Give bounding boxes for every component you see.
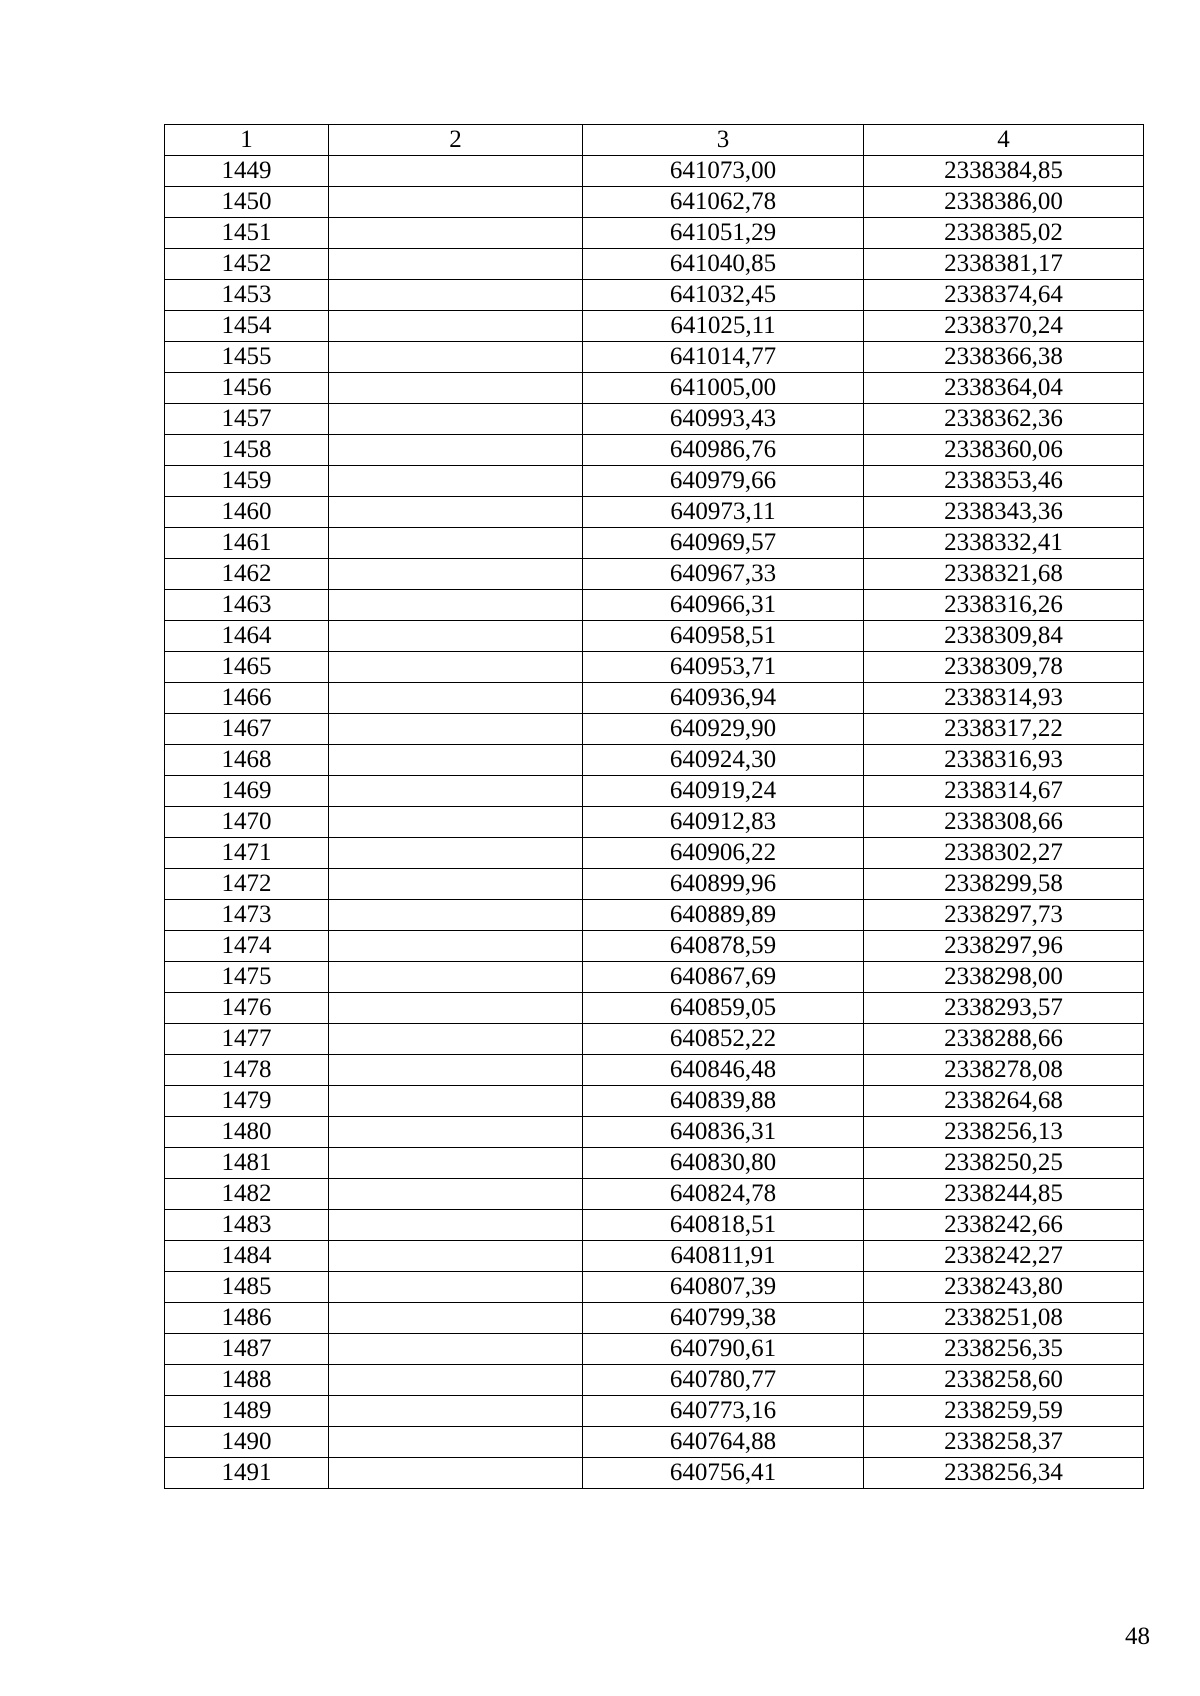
point-number-cell: 1474 <box>165 931 329 962</box>
x-coordinate-cell: 640993,43 <box>583 404 864 435</box>
x-coordinate-cell: 641032,45 <box>583 280 864 311</box>
table-row <box>165 1334 1144 1365</box>
x-coordinate-cell: 640969,57 <box>583 528 864 559</box>
empty-cell <box>329 311 583 342</box>
x-coordinate-cell: 640936,94 <box>583 683 864 714</box>
empty-cell <box>329 435 583 466</box>
point-number-cell: 1458 <box>165 435 329 466</box>
empty-cell <box>329 156 583 187</box>
y-coordinate-cell: 2338297,96 <box>864 931 1144 962</box>
table-row <box>165 1272 1144 1303</box>
empty-cell <box>329 497 583 528</box>
x-coordinate-cell: 640836,31 <box>583 1117 864 1148</box>
empty-cell <box>329 559 583 590</box>
y-coordinate-cell: 2338250,25 <box>864 1148 1144 1179</box>
empty-cell <box>329 931 583 962</box>
table-row <box>165 869 1144 900</box>
point-number-cell: 1465 <box>165 652 329 683</box>
y-coordinate-cell: 2338309,78 <box>864 652 1144 683</box>
table-row <box>165 714 1144 745</box>
y-coordinate-cell: 2338384,85 <box>864 156 1144 187</box>
point-number-cell: 1483 <box>165 1210 329 1241</box>
empty-cell <box>329 218 583 249</box>
empty-cell <box>329 621 583 652</box>
x-coordinate-cell: 640953,71 <box>583 652 864 683</box>
table-row <box>165 652 1144 683</box>
x-coordinate-cell: 640912,83 <box>583 807 864 838</box>
y-coordinate-cell: 2338297,73 <box>864 900 1144 931</box>
x-coordinate-cell: 640846,48 <box>583 1055 864 1086</box>
y-coordinate-cell: 2338385,02 <box>864 218 1144 249</box>
x-coordinate-cell: 640919,24 <box>583 776 864 807</box>
table-row <box>165 1179 1144 1210</box>
table-row <box>165 1117 1144 1148</box>
empty-cell <box>329 1396 583 1427</box>
y-coordinate-cell: 2338316,26 <box>864 590 1144 621</box>
y-coordinate-cell: 2338317,22 <box>864 714 1144 745</box>
header-cell-col4: 4 <box>864 125 1144 156</box>
x-coordinate-cell: 641051,29 <box>583 218 864 249</box>
empty-cell <box>329 745 583 776</box>
x-coordinate-cell: 640878,59 <box>583 931 864 962</box>
empty-cell <box>329 1458 583 1489</box>
empty-cell <box>329 776 583 807</box>
y-coordinate-cell: 2338242,27 <box>864 1241 1144 1272</box>
point-number-cell: 1490 <box>165 1427 329 1458</box>
y-coordinate-cell: 2338314,93 <box>864 683 1144 714</box>
empty-cell <box>329 187 583 218</box>
empty-cell <box>329 900 583 931</box>
table-row <box>165 1086 1144 1117</box>
table-row <box>165 621 1144 652</box>
point-number-cell: 1456 <box>165 373 329 404</box>
table-row <box>165 683 1144 714</box>
table-row <box>165 1148 1144 1179</box>
table-row <box>165 311 1144 342</box>
x-coordinate-cell: 640756,41 <box>583 1458 864 1489</box>
empty-cell <box>329 1148 583 1179</box>
empty-cell <box>329 1117 583 1148</box>
table-row <box>165 745 1144 776</box>
empty-cell <box>329 1334 583 1365</box>
y-coordinate-cell: 2338381,17 <box>864 249 1144 280</box>
y-coordinate-cell: 2338353,46 <box>864 466 1144 497</box>
y-coordinate-cell: 2338243,80 <box>864 1272 1144 1303</box>
point-number-cell: 1477 <box>165 1024 329 1055</box>
x-coordinate-cell: 640973,11 <box>583 497 864 528</box>
empty-cell <box>329 683 583 714</box>
header-cell-col1: 1 <box>165 125 329 156</box>
table-row <box>165 1458 1144 1489</box>
table-row <box>165 1303 1144 1334</box>
x-coordinate-cell: 640811,91 <box>583 1241 864 1272</box>
point-number-cell: 1461 <box>165 528 329 559</box>
table-row <box>165 249 1144 280</box>
y-coordinate-cell: 2338321,68 <box>864 559 1144 590</box>
point-number-cell: 1491 <box>165 1458 329 1489</box>
y-coordinate-cell: 2338256,34 <box>864 1458 1144 1489</box>
table-body <box>165 156 1144 1489</box>
point-number-cell: 1485 <box>165 1272 329 1303</box>
point-number-cell: 1482 <box>165 1179 329 1210</box>
table-row <box>165 497 1144 528</box>
x-coordinate-cell: 641040,85 <box>583 249 864 280</box>
x-coordinate-cell: 641025,11 <box>583 311 864 342</box>
y-coordinate-cell: 2338314,67 <box>864 776 1144 807</box>
point-number-cell: 1462 <box>165 559 329 590</box>
point-number-cell: 1454 <box>165 311 329 342</box>
y-coordinate-cell: 2338366,38 <box>864 342 1144 373</box>
x-coordinate-cell: 640830,80 <box>583 1148 864 1179</box>
x-coordinate-cell: 640773,16 <box>583 1396 864 1427</box>
table-row <box>165 1396 1144 1427</box>
empty-cell <box>329 1210 583 1241</box>
table-row <box>165 776 1144 807</box>
empty-cell <box>329 249 583 280</box>
table-row <box>165 1427 1144 1458</box>
x-coordinate-cell: 641062,78 <box>583 187 864 218</box>
y-coordinate-cell: 2338362,36 <box>864 404 1144 435</box>
x-coordinate-cell: 640979,66 <box>583 466 864 497</box>
table-row <box>165 187 1144 218</box>
table-row <box>165 218 1144 249</box>
x-coordinate-cell: 641014,77 <box>583 342 864 373</box>
y-coordinate-cell: 2338316,93 <box>864 745 1144 776</box>
y-coordinate-cell: 2338258,37 <box>864 1427 1144 1458</box>
table-row <box>165 1241 1144 1272</box>
point-number-cell: 1463 <box>165 590 329 621</box>
empty-cell <box>329 1365 583 1396</box>
point-number-cell: 1450 <box>165 187 329 218</box>
table-row <box>165 342 1144 373</box>
x-coordinate-cell: 641073,00 <box>583 156 864 187</box>
table-row <box>165 1024 1144 1055</box>
y-coordinate-cell: 2338298,00 <box>864 962 1144 993</box>
point-number-cell: 1464 <box>165 621 329 652</box>
empty-cell <box>329 528 583 559</box>
y-coordinate-cell: 2338251,08 <box>864 1303 1144 1334</box>
point-number-cell: 1484 <box>165 1241 329 1272</box>
x-coordinate-cell: 641005,00 <box>583 373 864 404</box>
table-row <box>165 280 1144 311</box>
table-row <box>165 466 1144 497</box>
x-coordinate-cell: 640807,39 <box>583 1272 864 1303</box>
empty-cell <box>329 1241 583 1272</box>
y-coordinate-cell: 2338259,59 <box>864 1396 1144 1427</box>
y-coordinate-cell: 2338343,36 <box>864 497 1144 528</box>
x-coordinate-cell: 640929,90 <box>583 714 864 745</box>
table-row <box>165 807 1144 838</box>
empty-cell <box>329 1427 583 1458</box>
empty-cell <box>329 714 583 745</box>
empty-cell <box>329 1272 583 1303</box>
empty-cell <box>329 373 583 404</box>
point-number-cell: 1449 <box>165 156 329 187</box>
empty-cell <box>329 280 583 311</box>
x-coordinate-cell: 640958,51 <box>583 621 864 652</box>
x-coordinate-cell: 640967,33 <box>583 559 864 590</box>
empty-cell <box>329 342 583 373</box>
point-number-cell: 1489 <box>165 1396 329 1427</box>
empty-cell <box>329 466 583 497</box>
table-row <box>165 559 1144 590</box>
x-coordinate-cell: 640966,31 <box>583 590 864 621</box>
point-number-cell: 1473 <box>165 900 329 931</box>
table-row <box>165 931 1144 962</box>
y-coordinate-cell: 2338302,27 <box>864 838 1144 869</box>
x-coordinate-cell: 640924,30 <box>583 745 864 776</box>
y-coordinate-cell: 2338299,58 <box>864 869 1144 900</box>
table-row <box>165 528 1144 559</box>
point-number-cell: 1451 <box>165 218 329 249</box>
y-coordinate-cell: 2338370,24 <box>864 311 1144 342</box>
x-coordinate-cell: 640780,77 <box>583 1365 864 1396</box>
point-number-cell: 1471 <box>165 838 329 869</box>
point-number-cell: 1488 <box>165 1365 329 1396</box>
empty-cell <box>329 869 583 900</box>
point-number-cell: 1452 <box>165 249 329 280</box>
empty-cell <box>329 838 583 869</box>
point-number-cell: 1469 <box>165 776 329 807</box>
y-coordinate-cell: 2338374,64 <box>864 280 1144 311</box>
y-coordinate-cell: 2338242,66 <box>864 1210 1144 1241</box>
x-coordinate-cell: 640764,88 <box>583 1427 864 1458</box>
point-number-cell: 1466 <box>165 683 329 714</box>
x-coordinate-cell: 640859,05 <box>583 993 864 1024</box>
y-coordinate-cell: 2338364,04 <box>864 373 1144 404</box>
x-coordinate-cell: 640867,69 <box>583 962 864 993</box>
y-coordinate-cell: 2338256,13 <box>864 1117 1144 1148</box>
empty-cell <box>329 807 583 838</box>
table-row <box>165 590 1144 621</box>
point-number-cell: 1459 <box>165 466 329 497</box>
point-number-cell: 1453 <box>165 280 329 311</box>
table-row <box>165 1365 1144 1396</box>
point-number-cell: 1480 <box>165 1117 329 1148</box>
x-coordinate-cell: 640799,38 <box>583 1303 864 1334</box>
point-number-cell: 1478 <box>165 1055 329 1086</box>
y-coordinate-cell: 2338278,08 <box>864 1055 1144 1086</box>
point-number-cell: 1470 <box>165 807 329 838</box>
y-coordinate-cell: 2338244,85 <box>864 1179 1144 1210</box>
x-coordinate-cell: 640852,22 <box>583 1024 864 1055</box>
point-number-cell: 1455 <box>165 342 329 373</box>
y-coordinate-cell: 2338258,60 <box>864 1365 1144 1396</box>
table-row <box>165 962 1144 993</box>
table-row <box>165 1210 1144 1241</box>
table-row <box>165 900 1144 931</box>
table-row <box>165 838 1144 869</box>
point-number-cell: 1479 <box>165 1086 329 1117</box>
table-row <box>165 435 1144 466</box>
x-coordinate-cell: 640899,96 <box>583 869 864 900</box>
point-number-cell: 1475 <box>165 962 329 993</box>
x-coordinate-cell: 640790,61 <box>583 1334 864 1365</box>
point-number-cell: 1457 <box>165 404 329 435</box>
table-row <box>165 993 1144 1024</box>
y-coordinate-cell: 2338332,41 <box>864 528 1144 559</box>
y-coordinate-cell: 2338288,66 <box>864 1024 1144 1055</box>
empty-cell <box>329 652 583 683</box>
table-header-row <box>165 125 1144 156</box>
page-number: 48 <box>1125 1623 1150 1650</box>
point-number-cell: 1481 <box>165 1148 329 1179</box>
empty-cell <box>329 1024 583 1055</box>
y-coordinate-cell: 2338309,84 <box>864 621 1144 652</box>
point-number-cell: 1468 <box>165 745 329 776</box>
x-coordinate-cell: 640839,88 <box>583 1086 864 1117</box>
x-coordinate-cell: 640889,89 <box>583 900 864 931</box>
empty-cell <box>329 962 583 993</box>
header-cell-col2: 2 <box>329 125 583 156</box>
header-cell-col3: 3 <box>583 125 864 156</box>
table-row <box>165 1055 1144 1086</box>
empty-cell <box>329 993 583 1024</box>
point-number-cell: 1487 <box>165 1334 329 1365</box>
point-number-cell: 1460 <box>165 497 329 528</box>
point-number-cell: 1472 <box>165 869 329 900</box>
table-row <box>165 156 1144 187</box>
x-coordinate-cell: 640824,78 <box>583 1179 864 1210</box>
point-number-cell: 1476 <box>165 993 329 1024</box>
y-coordinate-cell: 2338256,35 <box>864 1334 1144 1365</box>
empty-cell <box>329 590 583 621</box>
y-coordinate-cell: 2338308,66 <box>864 807 1144 838</box>
table-row <box>165 373 1144 404</box>
point-number-cell: 1486 <box>165 1303 329 1334</box>
x-coordinate-cell: 640906,22 <box>583 838 864 869</box>
empty-cell <box>329 1303 583 1334</box>
x-coordinate-cell: 640818,51 <box>583 1210 864 1241</box>
empty-cell <box>329 1055 583 1086</box>
coordinates-table <box>164 124 1144 1489</box>
y-coordinate-cell: 2338360,06 <box>864 435 1144 466</box>
point-number-cell: 1467 <box>165 714 329 745</box>
empty-cell <box>329 404 583 435</box>
x-coordinate-cell: 640986,76 <box>583 435 864 466</box>
y-coordinate-cell: 2338293,57 <box>864 993 1144 1024</box>
y-coordinate-cell: 2338386,00 <box>864 187 1144 218</box>
y-coordinate-cell: 2338264,68 <box>864 1086 1144 1117</box>
empty-cell <box>329 1179 583 1210</box>
table-row <box>165 404 1144 435</box>
empty-cell <box>329 1086 583 1117</box>
